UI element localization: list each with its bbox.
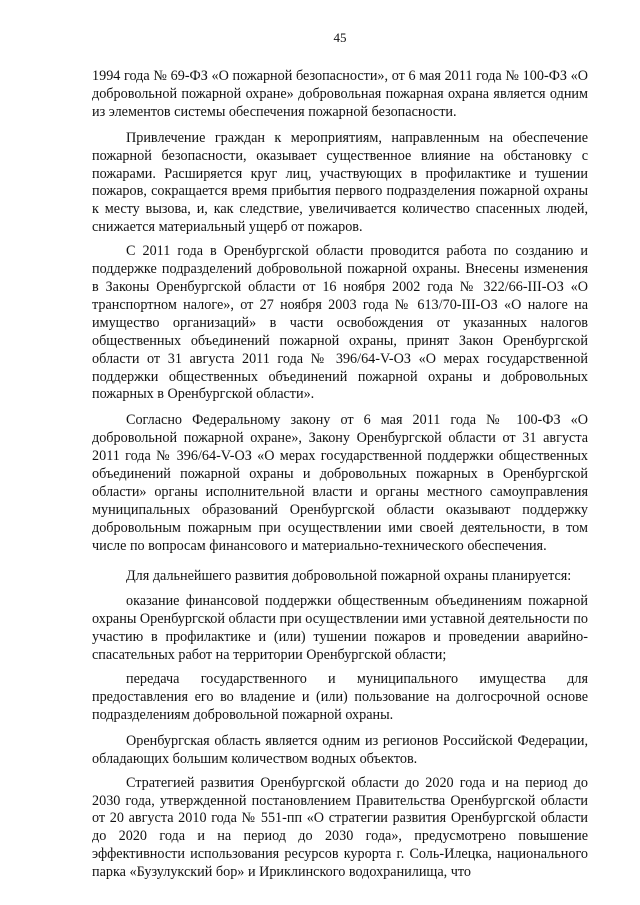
paragraph-citizen-involvement: Привлечение граждан к мероприятиям, направленным на обеспечение пожарной безопасности, оказывает существенное влияние на обстановку с пожарами. Расширяется круг лиц, участвующих в профилактике и тушении пожаров, сокращается время прибытия первого подразделения пожарной охраны к месту вызова, и, как следствие, увеличивается количество спасенных людей, снижается материальный ущерб от пожаров.: [92, 129, 588, 236]
paragraph-continuation: 1994 года № 69-ФЗ «О пожарной безопасности», от 6 мая 2011 года № 100-ФЗ «О добровольной пожарной охране» добровольная пожарная охрана является одним из элементов системы обеспечения пожарной безопасности.: [92, 68, 588, 120]
paragraph-plans-intro: Для дальнейшего развития добровольной пожарной охраны планируется:: [126, 567, 572, 584]
paragraph-strategy: Стратегией развития Оренбургской области до 2020 года и на период до 2030 года, утвержденной постановлением Правительства Оренбургской области от 20 августа 2010 года № 551-пп «О стратегии развития Оренбургской области до 2020 года и на период до 2030 года», предусмотрено повышение эффективности использования ресурсов курорта г. Соль-Илецка, национального парка «Бузулукский бор» и Ириклинского водохранилища, что: [92, 774, 588, 881]
paragraph-water-objects: Оренбургская область является одним из регионов Российской Федерации, обладающих большим количеством водных объектов.: [92, 732, 588, 767]
list-item-property-transfer: передача государственного и муниципального имущества для предоставления его во владение и (или) пользование на долгосрочной основе подразделениям добровольной пожарной охраны.: [92, 671, 588, 723]
paragraph-regional-support: С 2011 года в Оренбургской области проводится работа по созданию и поддержке подразделений добровольной пожарной охраны. Внесены изменения в Законы Оренбургской области от 16 ноября 2002 года № 322/66-III-ОЗ «О транспортном налоге», от 27 ноября 2003 года № 613/70-III-ОЗ «О налоге на имущество организаций» в части освобождения от указанных налогов общественных объединений пожарной охраны, принят Закон Оренбургской области от 31 августа 2011 года № 396/64-V-ОЗ «О мерах государственной поддержки общественных объединений пожарной охраны и добровольных пожарных в Оренбургской области».: [92, 243, 588, 403]
document-page: [92, 30, 588, 882]
page-number: 45: [333, 30, 347, 45]
list-item-financial-support: оказание финансовой поддержки общественным объединениям пожарной охраны Оренбургской области при осуществлении ими уставной деятельности по участию в профилактике и (или) тушении пожаров и проведении аварийно-спасательных работ на территории Оренбургской области;: [92, 593, 588, 664]
paragraph-federal-law: Согласно Федеральному закону от 6 мая 2011 года № 100-ФЗ «О добровольной пожарной охране», Закону Оренбургской области от 31 августа 2011 года № 396/64-V-ОЗ «О мерах государственной поддержки общественных объединений пожарной охраны и добровольных пожарных в Оренбургской области» органы исполнительной власти и органы местного самоуправления муниципальных образований Оренбургской области оказывают поддержку добровольным пожарным при осуществлении ими своей деятельности, в том числе по вопросам финансового и материально-технического обеспечения.: [92, 412, 588, 554]
